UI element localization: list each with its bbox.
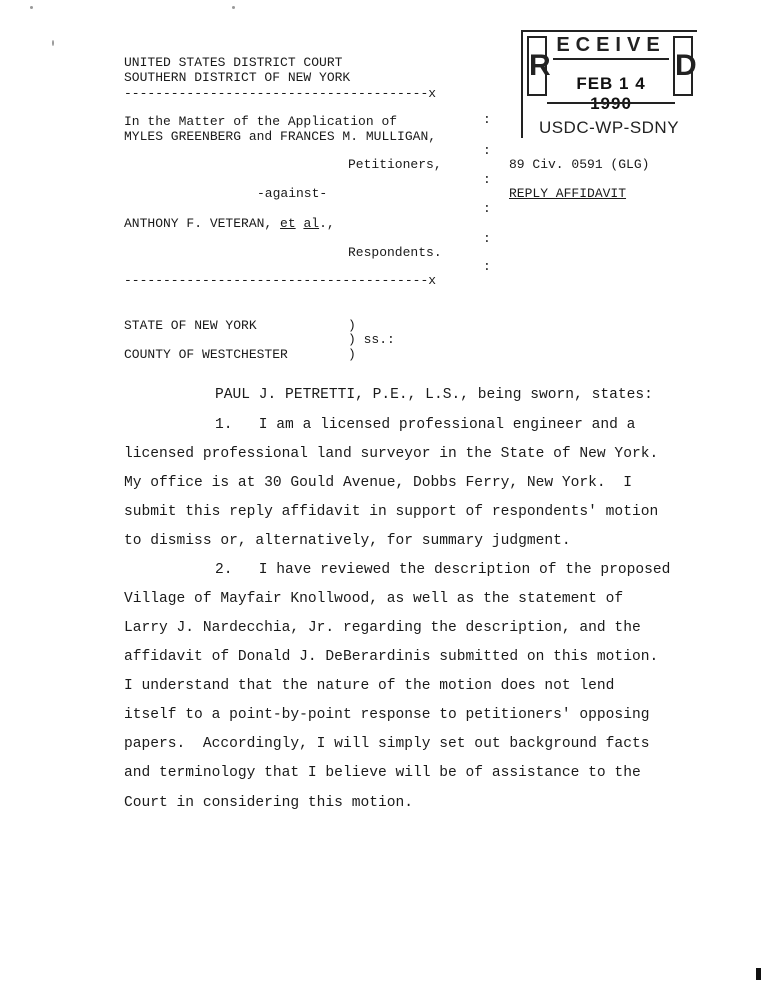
stamp-court: USDC-WP-SDNY (538, 118, 680, 137)
caption-colon: : (483, 201, 491, 216)
scan-mark (756, 968, 761, 980)
paragraph-1-line: submit this reply affidavit in support of respondents' motion (124, 504, 659, 520)
caption-colon: : (483, 143, 491, 158)
respondent-name-text: ANTHONY F. VETERAN, (124, 216, 281, 231)
caption-divider-bottom: ---------------------------------------x (124, 273, 437, 288)
stamp-letter-r: R (527, 36, 547, 96)
paragraph-2-line: Village of Mayfair Knollwood, as well as the statement of (124, 591, 624, 607)
against-label: -against- (257, 186, 328, 201)
respondent-name (124, 216, 335, 231)
paragraph-1-line: to dismiss or, alternatively, for summary judgment. (124, 533, 571, 549)
paragraph-2-line: I understand that the nature of the motion does not lend (124, 678, 615, 694)
venue-paren: ) (348, 318, 356, 333)
et-underlined: et (280, 216, 296, 231)
scan-speck (52, 40, 54, 46)
respondents-label: Respondents. (348, 245, 442, 260)
al-underlined: al (303, 216, 320, 231)
stamp-rule (547, 102, 675, 104)
venue-state: STATE OF NEW YORK (124, 318, 257, 333)
paragraph-1-line: My office is at 30 Gould Avenue, Dobbs Ferry, New York. I (124, 475, 632, 491)
paragraph-2-line: Court in considering this motion. (124, 795, 414, 811)
stamp-date: FEB 1 4 1990 (576, 74, 646, 113)
paragraph-1-line: 1. I am a licensed professional engineer and a (215, 417, 636, 433)
matter-line: In the Matter of the Application of (124, 114, 398, 129)
case-number: 89 Civ. 0591 (GLG) (509, 157, 650, 172)
paragraph-2-line: 2. I have reviewed the description of the proposed (215, 562, 671, 578)
court-district: SOUTHERN DISTRICT OF NEW YORK (124, 70, 351, 85)
petitioners-label: Petitioners, (348, 157, 442, 172)
venue-ss: ) ss.: (348, 332, 395, 347)
caption-colon: : (483, 112, 491, 127)
venue-paren: ) (348, 347, 356, 362)
stamp-word: ECEIVE (553, 34, 669, 60)
paragraph-2-line: itself to a point-by-point response to petitioners' opposing (124, 707, 650, 723)
paragraph-2-line: affidavit of Donald J. DeBerardinis submitted on this motion. (124, 649, 659, 665)
paragraph-1-line: licensed professional land surveyor in the State of New York. (124, 446, 659, 462)
scan-speck (30, 6, 33, 9)
court-name: UNITED STATES DISTRICT COURT (124, 55, 343, 70)
caption-divider-top: ---------------------------------------x (124, 86, 437, 101)
scan-speck (232, 6, 235, 9)
caption-colon: : (483, 231, 491, 246)
stamp-letter-d: D (673, 36, 693, 96)
paragraph-2-line: papers. Accordingly, I will simply set out background facts (124, 736, 650, 752)
caption-colon: : (483, 259, 491, 274)
paragraph-2-line: and terminology that I believe will be of assistance to the (124, 765, 641, 781)
affiant-intro: PAUL J. PETRETTI, P.E., L.S., being sworn, states: (215, 387, 653, 403)
paragraph-2-line: Larry J. Nardecchia, Jr. regarding the description, and the (124, 620, 641, 636)
venue-county: COUNTY OF WESTCHESTER (124, 347, 288, 362)
al-suffix: ., (319, 216, 335, 231)
petitioner-names: MYLES GREENBERG and FRANCES M. MULLIGAN, (124, 129, 437, 144)
received-stamp (521, 30, 697, 138)
caption-colon: : (483, 172, 491, 187)
document-title: REPLY AFFIDAVIT (509, 186, 627, 201)
